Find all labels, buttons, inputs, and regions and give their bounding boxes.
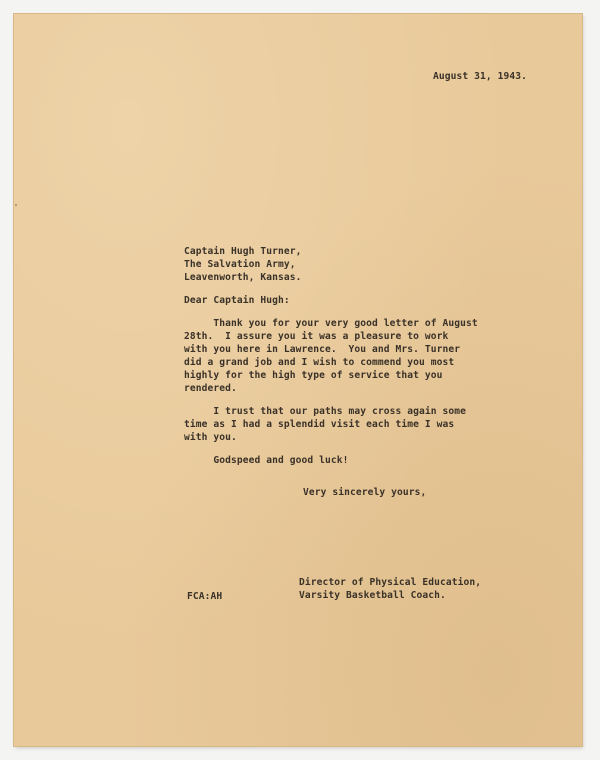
paper-speck	[15, 204, 17, 206]
salutation: Dear Captain Hugh:	[184, 295, 290, 306]
recipient-name: Captain Hugh Turner,	[184, 246, 302, 257]
body-line: highly for the high type of service that you	[184, 370, 443, 381]
body-line: I trust that our paths may cross again some	[184, 406, 467, 417]
body-line: with you.	[184, 432, 237, 443]
signature-title-line: Director of Physical Education,	[299, 577, 482, 588]
body-line: time as I had a splendid visit each time I was	[184, 419, 455, 430]
body-line: 28th. I assure you it was a pleasure to work	[184, 331, 449, 342]
recipient-organization: The Salvation Army,	[184, 259, 296, 270]
body-line: Godspeed and good luck!	[184, 455, 349, 466]
letter-date: August 31, 1943.	[433, 71, 528, 82]
body-line: with you here in Lawrence. You and Mrs. Turner	[184, 344, 461, 355]
body-line: did a grand job and I wish to commend you most	[184, 357, 455, 368]
body-line: Thank you for your very good letter of August	[184, 318, 478, 329]
letter-page	[14, 14, 582, 746]
signature-title-line: Varsity Basketball Coach.	[299, 590, 446, 601]
body-line: rendered.	[184, 383, 237, 394]
closing: Very sincerely yours,	[303, 487, 427, 498]
recipient-city: Leavenworth, Kansas.	[184, 272, 302, 283]
typist-initials: FCA:AH	[187, 591, 223, 602]
